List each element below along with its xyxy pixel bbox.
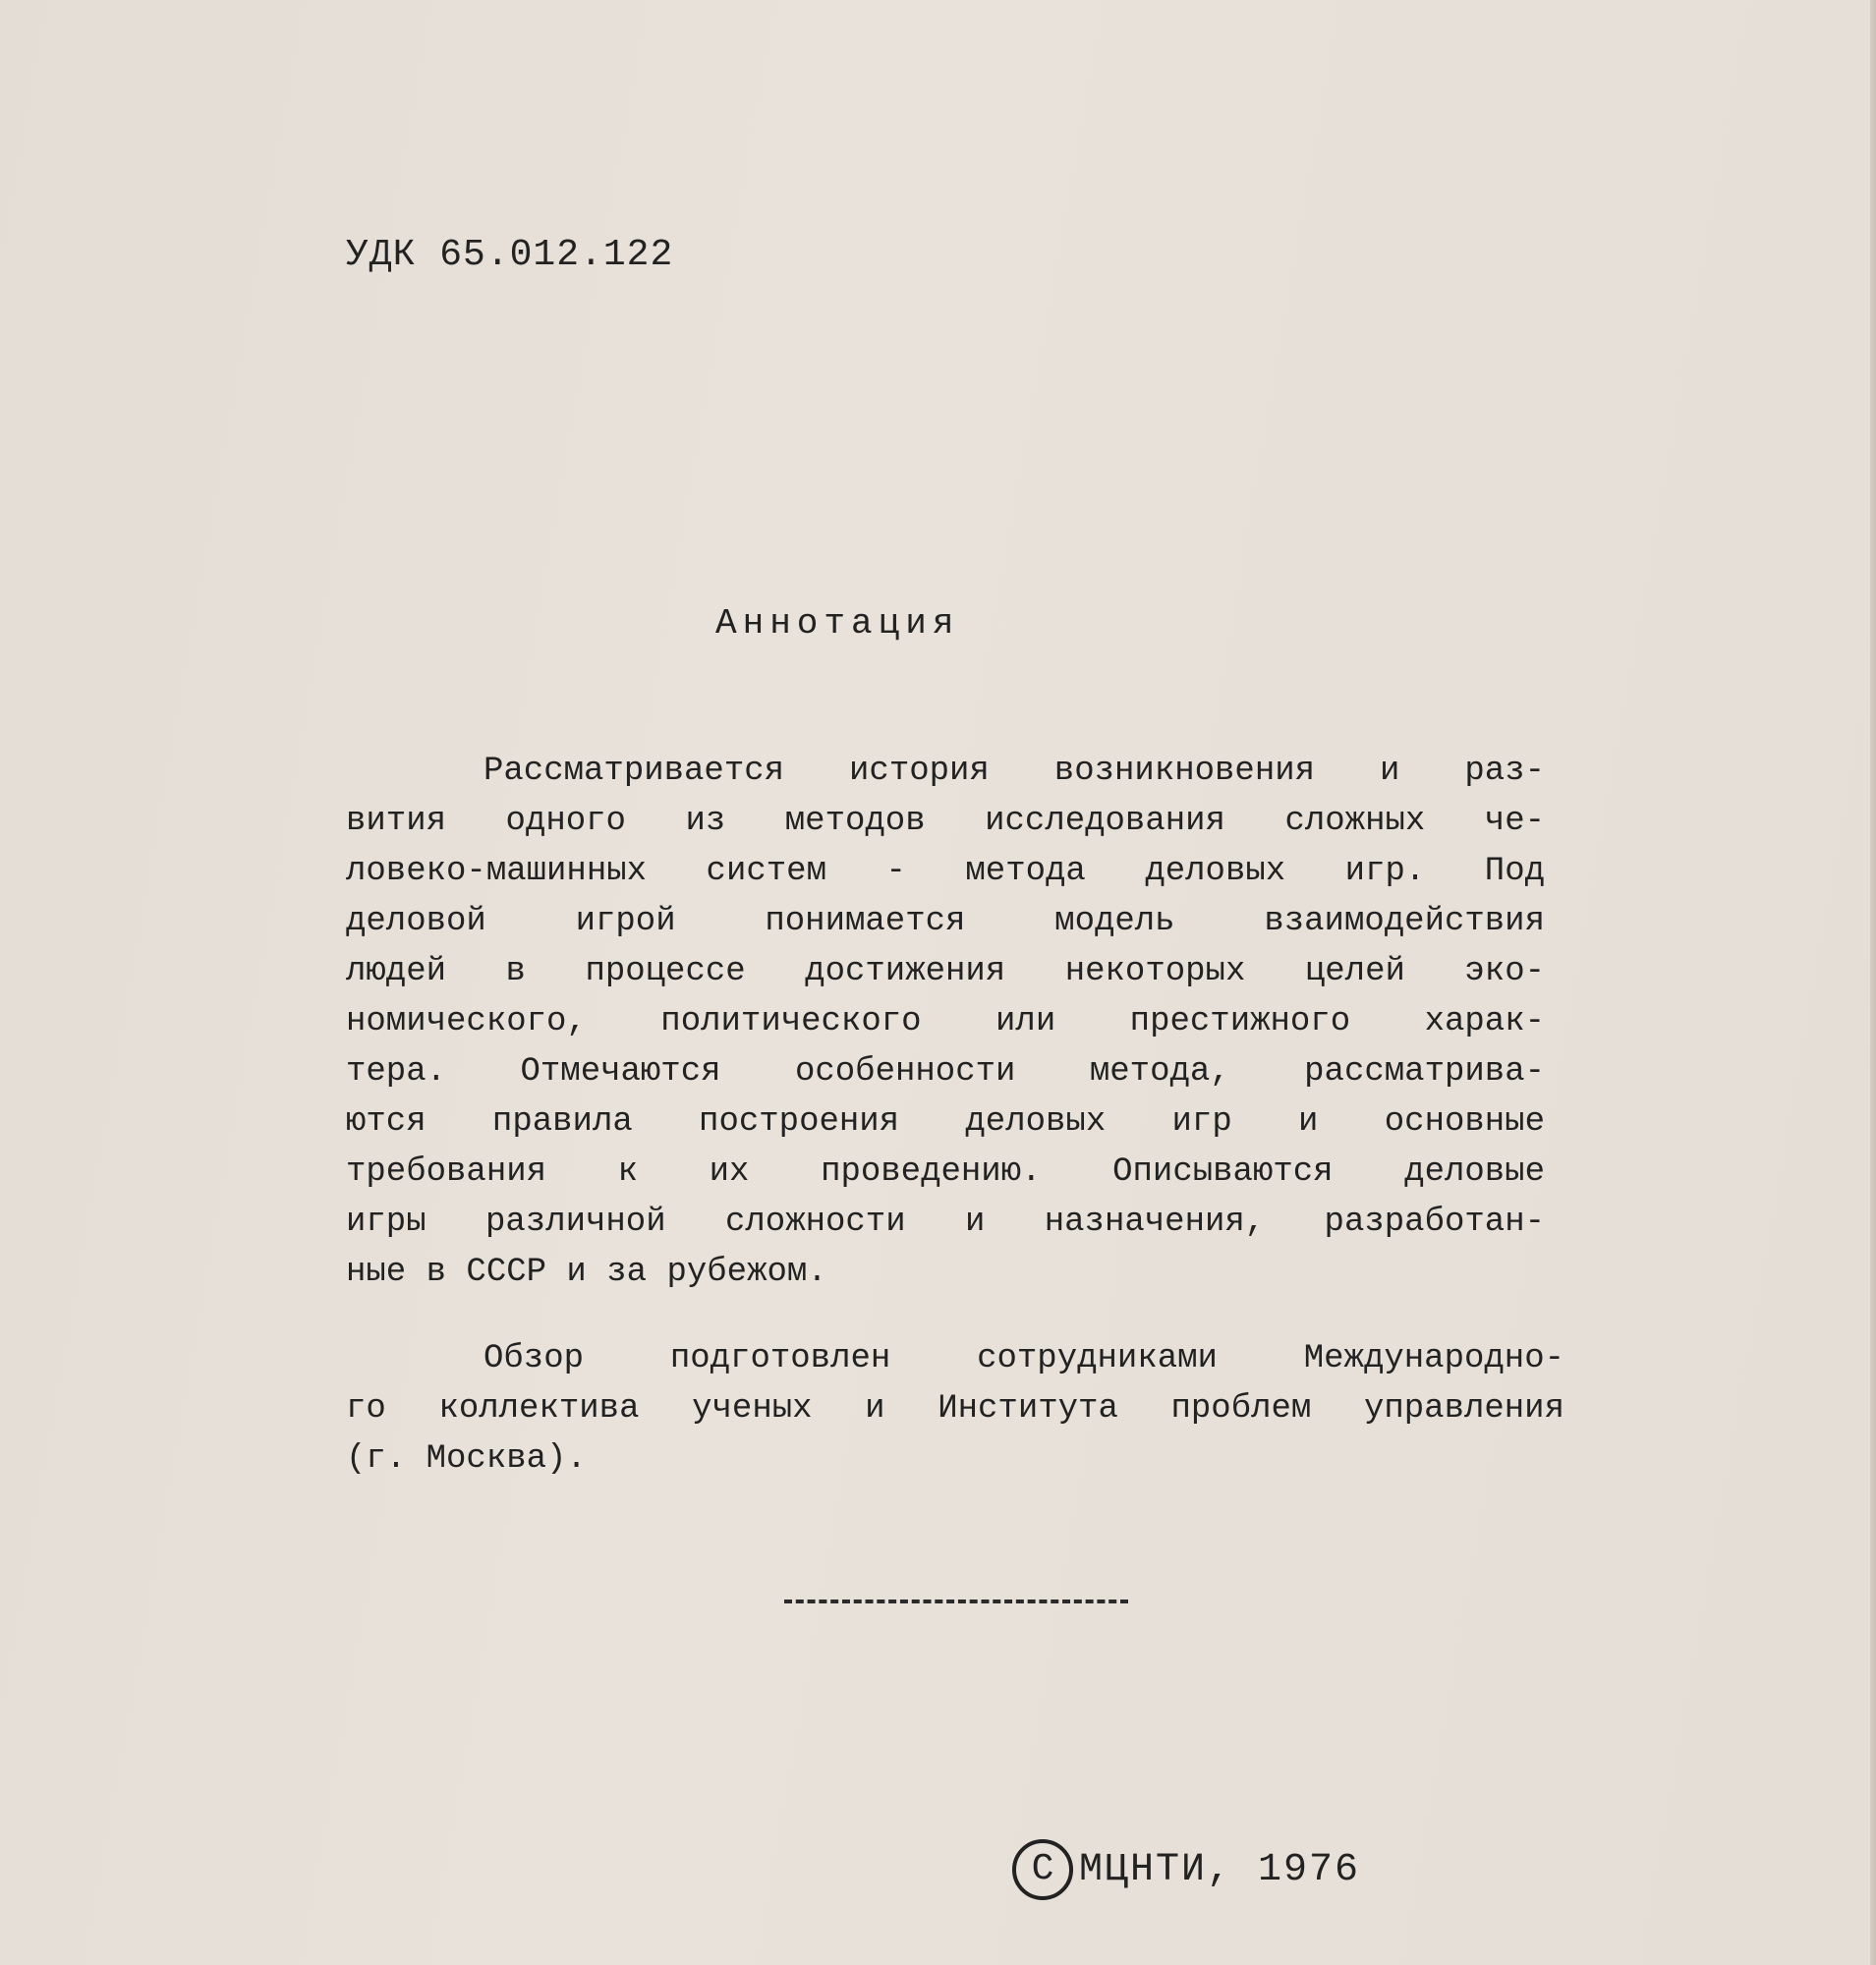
text-line: тера. Отмечаются особенности метода, рассматрива- bbox=[346, 1053, 1545, 1091]
separator-rule bbox=[784, 1600, 1128, 1603]
text-line: Рассматривается история возникновения и раз- bbox=[483, 753, 1545, 790]
page-edge bbox=[1870, 0, 1876, 1965]
text-line: Обзор подготовлен сотрудниками Международно- bbox=[483, 1340, 1564, 1377]
text-line: ные в СССР и за рубежом. bbox=[346, 1254, 827, 1291]
udk-code: УДК 65.012.122 bbox=[346, 234, 674, 276]
copyright-text: МЦНТИ, 1976 bbox=[1079, 1847, 1361, 1892]
annotation-paragraph bbox=[346, 747, 1545, 1298]
text-line: деловой игрой понимается модель взаимодействия bbox=[346, 903, 1545, 940]
text-line: номического, политического или престижного харак- bbox=[346, 1003, 1545, 1040]
copyright-line bbox=[1012, 1839, 1360, 1900]
copyright-icon: С bbox=[1012, 1839, 1073, 1900]
annotation-heading: Аннотация bbox=[715, 603, 960, 644]
text-line: требования к их проведению. Описываются деловые bbox=[346, 1153, 1545, 1191]
text-line: (г. Москва). bbox=[346, 1440, 587, 1478]
text-line: вития одного из методов исследования сложных че- bbox=[346, 803, 1545, 840]
text-line: го коллектива ученых и Института проблем управления bbox=[346, 1390, 1564, 1428]
authors-paragraph bbox=[346, 1334, 1564, 1485]
text-line: людей в процессе достижения некоторых целей эко- bbox=[346, 953, 1545, 990]
text-line: игры различной сложности и назначения, разработан- bbox=[346, 1204, 1545, 1241]
text-line: ловеко-машинных систем - метода деловых игр. Под bbox=[346, 853, 1545, 890]
text-line: ются правила построения деловых игр и основные bbox=[346, 1103, 1545, 1141]
